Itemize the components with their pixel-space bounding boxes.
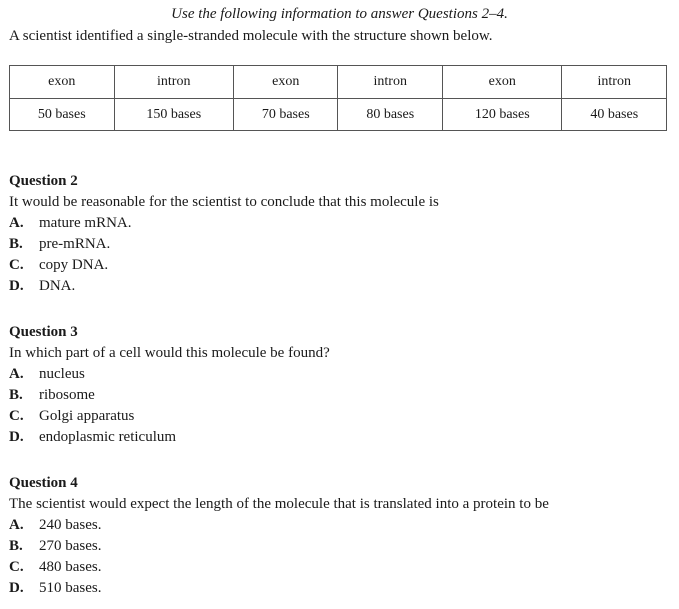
segment-length-cell: 50 bases <box>10 99 115 131</box>
answer-option-c[interactable] <box>9 255 439 276</box>
question-3 <box>9 322 330 448</box>
question-title: Question 2 <box>9 173 78 189</box>
segment-type-cell: intron <box>114 66 233 99</box>
segment-type-cell: exon <box>233 66 338 99</box>
answer-option-b[interactable] <box>9 385 330 406</box>
option-text: endoplasmic reticulum <box>39 429 177 445</box>
answer-option-d[interactable] <box>9 578 549 599</box>
stimulus-text: A scientist identified a single-stranded molecule with the structure shown below. <box>9 28 493 44</box>
answer-option-a[interactable] <box>9 515 549 536</box>
option-letter: C. <box>9 408 24 424</box>
option-text: 240 bases. <box>39 517 102 533</box>
segment-length-cell: 150 bases <box>114 99 233 131</box>
segment-type-cell: exon <box>10 66 115 99</box>
segment-length-row <box>10 99 667 131</box>
option-letter: A. <box>9 366 24 382</box>
segment-length-cell: 120 bases <box>442 99 561 131</box>
molecule-structure-table <box>9 65 667 131</box>
segment-type-cell: intron <box>338 66 443 99</box>
question-4 <box>9 473 549 599</box>
option-letter: A. <box>9 517 24 533</box>
option-text: mature mRNA. <box>39 215 132 231</box>
option-text: nucleus <box>39 366 85 382</box>
question-title: Question 3 <box>9 324 78 340</box>
intro-instruction: Use the following information to answer Questions 2–4. <box>171 6 508 22</box>
answer-option-b[interactable] <box>9 234 439 255</box>
option-text: 480 bases. <box>39 559 102 575</box>
answer-option-c[interactable] <box>9 557 549 578</box>
answer-option-a[interactable] <box>9 213 439 234</box>
option-letter: D. <box>9 429 24 445</box>
segment-length-cell: 70 bases <box>233 99 338 131</box>
option-text: 270 bases. <box>39 538 102 554</box>
segment-type-row <box>10 66 667 99</box>
option-text: Golgi apparatus <box>39 408 135 424</box>
option-letter: D. <box>9 580 24 596</box>
option-letter: C. <box>9 559 24 575</box>
option-letter: B. <box>9 236 23 252</box>
option-text: DNA. <box>39 278 76 294</box>
question-2 <box>9 171 439 297</box>
option-letter: D. <box>9 278 24 294</box>
segment-type-cell: intron <box>562 66 667 99</box>
question-text: The scientist would expect the length of the molecule that is translated into a protein to be <box>9 496 549 512</box>
option-text: pre-mRNA. <box>39 236 111 252</box>
answer-option-c[interactable] <box>9 406 330 427</box>
question-title: Question 4 <box>9 475 78 491</box>
segment-type-cell: exon <box>442 66 561 99</box>
option-letter: C. <box>9 257 24 273</box>
question-text: In which part of a cell would this molecule be found? <box>9 345 330 361</box>
answer-option-b[interactable] <box>9 536 549 557</box>
question-text: It would be reasonable for the scientist to conclude that this molecule is <box>9 194 439 210</box>
option-letter: B. <box>9 538 23 554</box>
segment-length-cell: 80 bases <box>338 99 443 131</box>
option-letter: A. <box>9 215 24 231</box>
option-text: 510 bases. <box>39 580 102 596</box>
segment-length-cell: 40 bases <box>562 99 667 131</box>
option-text: copy DNA. <box>39 257 109 273</box>
answer-option-d[interactable] <box>9 427 330 448</box>
option-text: ribosome <box>39 387 95 403</box>
answer-option-d[interactable] <box>9 276 439 297</box>
option-letter: B. <box>9 387 23 403</box>
answer-option-a[interactable] <box>9 364 330 385</box>
